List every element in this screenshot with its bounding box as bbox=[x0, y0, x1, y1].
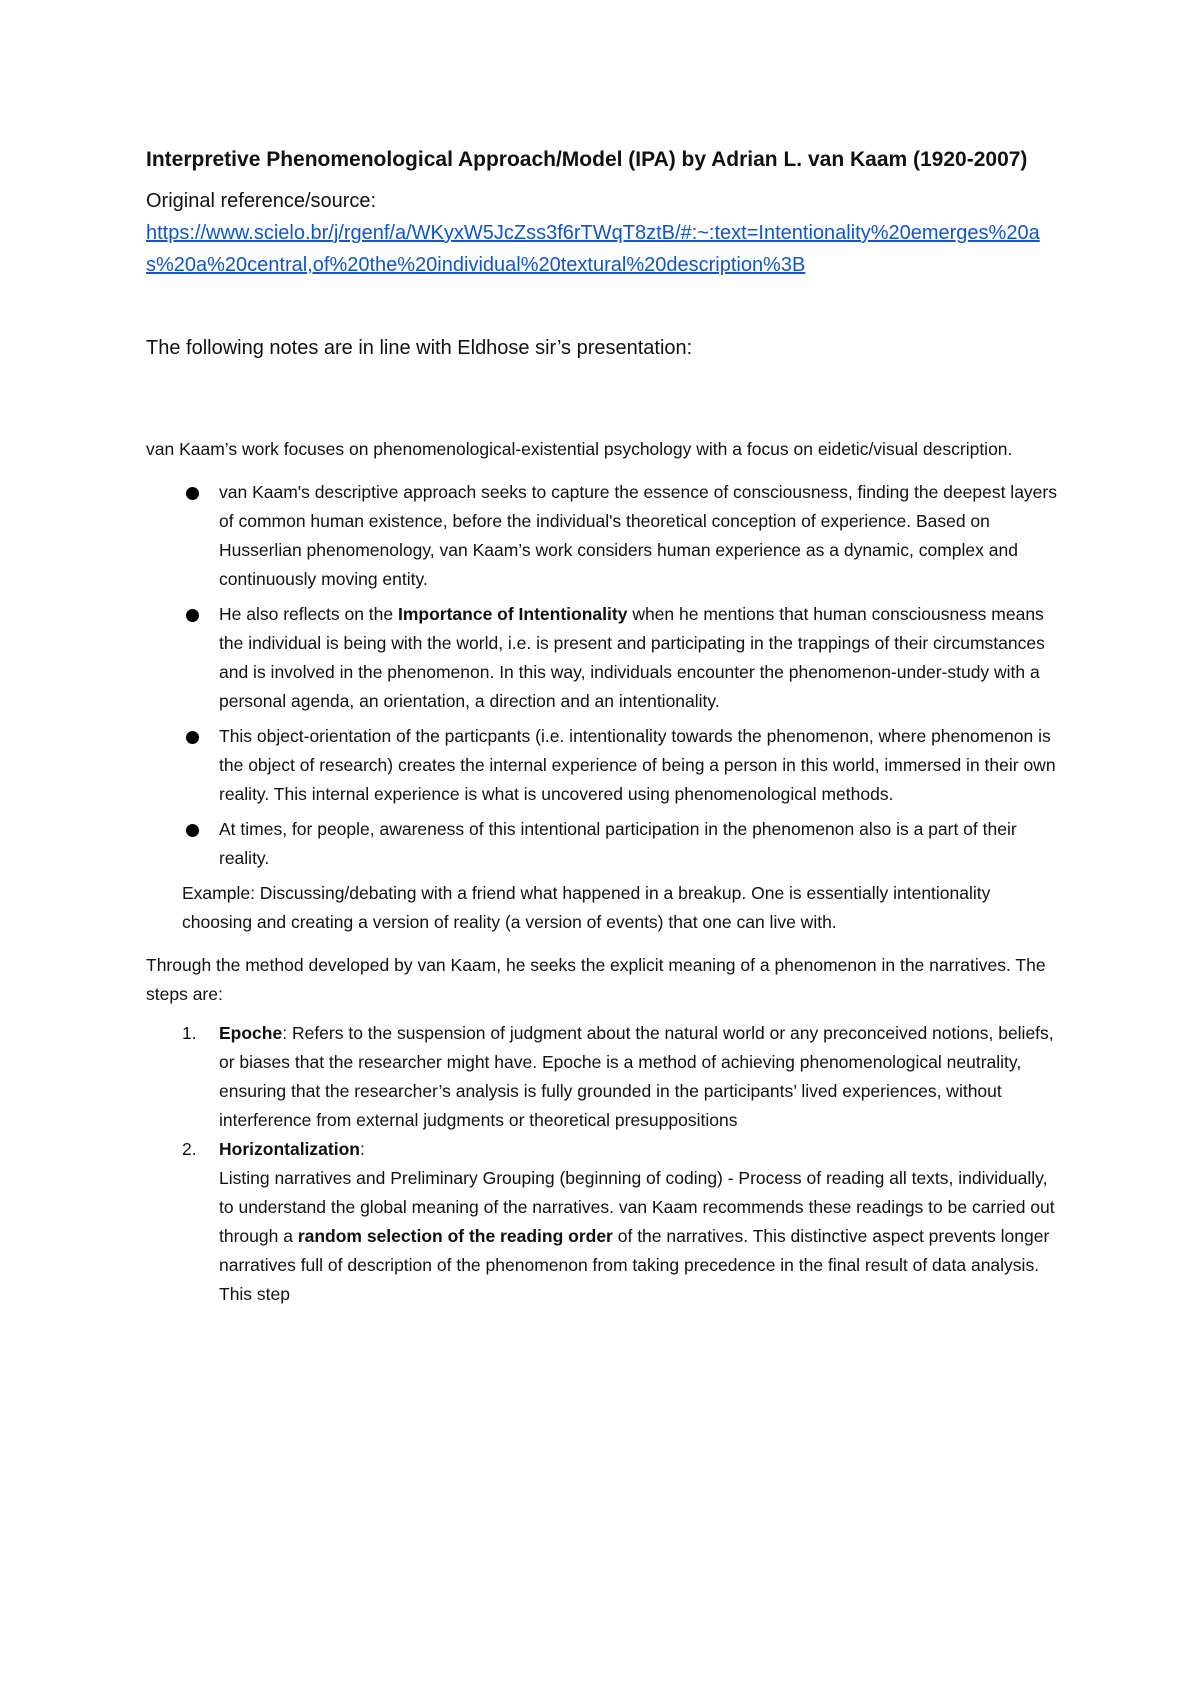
step-number: 1. bbox=[182, 1023, 197, 1043]
bullet-dot-icon bbox=[186, 824, 199, 837]
method-intro-paragraph: Through the method developed by van Kaam, he seeks the explicit meaning of a phenomenon in the narratives. The steps are: bbox=[146, 955, 1046, 1004]
reference-link[interactable]: https://www.scielo.br/j/rgenf/a/WKyxW5JcZss3f6rTWqT8ztB/#:~:text=Intentionality%20emerges%20as%20a%20central,of%20the%20individual%20textural%20description%3B bbox=[146, 222, 1040, 276]
bullet-text-pre: He also reflects on the bbox=[219, 604, 398, 624]
step-text-post: of the narratives. This distinctive aspect prevents longer narratives full of description of the phenomenon from taking precedence in the final result of data analysis. This step bbox=[219, 1226, 1050, 1304]
bullet-text: This object-orientation of the particpants (i.e. intentionality towards the phenomenon, where phenomenon is the object of research) creates the internal experience of being a person in this world, immersed in their own reality. This internal experience is what is uncovered using phenomenological methods. bbox=[219, 726, 1056, 804]
example-paragraph: Example: Discussing/debating with a friend what happened in a breakup. One is essentially intentionality choosing and creating a version of reality (a version of events) that one can live with. bbox=[182, 883, 991, 932]
step-text: : Refers to the suspension of judgment about the natural world or any preconceived notions, beliefs, or biases that the researcher might have. Epoche is a method of achieving phenomenological neutrality, ensuring that the researcher’s analysis is fully grounded in the participants’ lived experiences, without interference from external judgments or theoretical presuppositions bbox=[219, 1023, 1054, 1130]
bullet-list bbox=[146, 478, 1060, 873]
step-bold-phrase: random selection of the reading order bbox=[297, 1226, 613, 1246]
step-text-pre: Listing narratives and Preliminary Grouping (beginning of coding) - Process of reading all texts, individually, to understand the global meaning of the narratives. van Kaam recommends these readings to be carried out through a bbox=[219, 1168, 1055, 1246]
step-title-colon: : bbox=[359, 1139, 365, 1159]
steps-list bbox=[146, 1019, 1060, 1309]
document-title: Interpretive Phenomenological Approach/Model (IPA) by Adrian L. van Kaam (1920-2007) bbox=[146, 148, 1028, 171]
bullet-text: van Kaam's descriptive approach seeks to capture the essence of consciousness, finding the deepest layers of common human existence, before the individual's theoretical conception of experience. Based on Husserlian phenomenology, van Kaam’s work considers human experience as a dynamic, complex and continuously moving entity. bbox=[219, 482, 1057, 589]
step-number: 2. bbox=[182, 1139, 197, 1159]
step-title: Horizontalization bbox=[219, 1139, 360, 1159]
bullet-dot-icon bbox=[186, 487, 199, 500]
bullet-dot-icon bbox=[186, 609, 199, 622]
step-title: Epoche bbox=[219, 1023, 283, 1043]
reference-label: Original reference/source: bbox=[146, 190, 377, 212]
step-item bbox=[146, 1135, 1060, 1309]
bullet-item bbox=[146, 600, 1060, 716]
bullet-bold-term: Importance of Intentionality bbox=[397, 604, 628, 624]
bullet-item bbox=[146, 722, 1060, 809]
bullet-text: At times, for people, awareness of this intentional participation in the phenomenon also is a part of their reality. bbox=[219, 819, 1017, 868]
bullet-text-post: when he mentions that human consciousness means the individual is being with the world, i.e. is present and participating in the trappings of their circumstances and is involved in the phenomenon. In this way, individuals encounter the phenomenon-under-study with a personal agenda, an orientation, a direction and an intentionality. bbox=[219, 604, 1045, 711]
step-item bbox=[146, 1019, 1060, 1135]
bullet-item bbox=[146, 478, 1060, 594]
intro-paragraph: van Kaam’s work focuses on phenomenological-existential psychology with a focus on eidetic/visual description. bbox=[146, 439, 1013, 459]
bullet-item bbox=[146, 815, 1060, 873]
bullet-dot-icon bbox=[186, 731, 199, 744]
notes-subheading: The following notes are in line with Eldhose sir’s presentation: bbox=[146, 337, 693, 359]
